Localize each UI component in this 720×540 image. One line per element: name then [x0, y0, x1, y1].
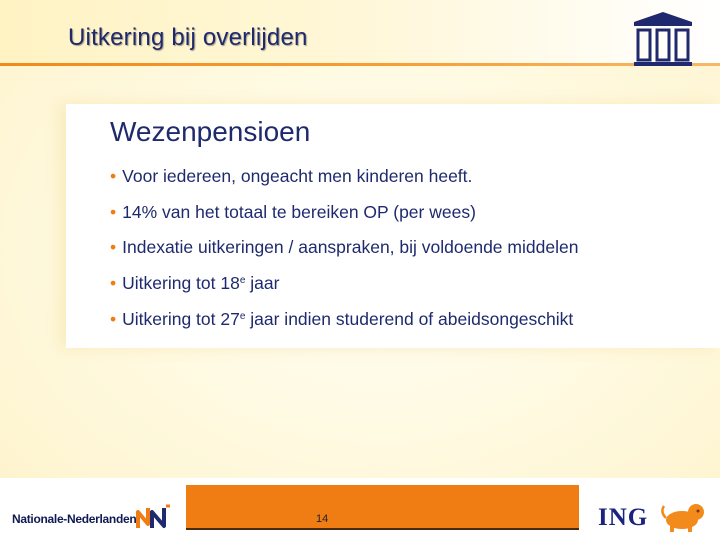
ing-logo-text: ING: [598, 504, 649, 531]
page-number: 14: [316, 513, 329, 525]
list-item: [110, 202, 476, 223]
lion-icon: [660, 502, 708, 532]
page-number-box: [186, 485, 579, 530]
ordinal-suffix: e: [239, 275, 246, 286]
page-title: Uitkering bij overlijden: [68, 24, 308, 51]
list-item: [110, 273, 279, 294]
bullet-dot: •: [110, 202, 117, 222]
bullet-dot: •: [110, 273, 117, 293]
nationale-nederlanden-logo-text: Nationale-Nederlanden: [12, 512, 137, 526]
section-title: Wezenpensioen: [110, 116, 311, 147]
bullet-text: jaar indien studerend of abeidsongeschikt: [245, 309, 574, 329]
header: [0, 0, 720, 66]
header-divider: [0, 63, 720, 66]
list-item: [110, 237, 578, 258]
bullet-text: Voor iedereen, ongeacht men kinderen heeft.: [122, 166, 473, 186]
nn-emblem-icon: [136, 504, 172, 530]
list-item: [110, 166, 472, 187]
list-item: [110, 309, 573, 330]
bullet-text: Uitkering tot 18: [122, 273, 240, 293]
bullet-dot: •: [110, 237, 117, 257]
bullet-text: jaar: [245, 273, 280, 293]
bullet-dot: •: [110, 309, 117, 329]
classical-columns-icon: [630, 8, 696, 70]
ordinal-suffix: e: [239, 311, 246, 322]
bullet-dot: •: [110, 166, 117, 186]
bullet-text: Indexatie uitkeringen / aanspraken, bij voldoende middelen: [122, 237, 579, 257]
bullet-text: 14% van het totaal te bereiken OP (per wees): [122, 202, 476, 222]
bullet-text: Uitkering tot 27: [122, 309, 240, 329]
